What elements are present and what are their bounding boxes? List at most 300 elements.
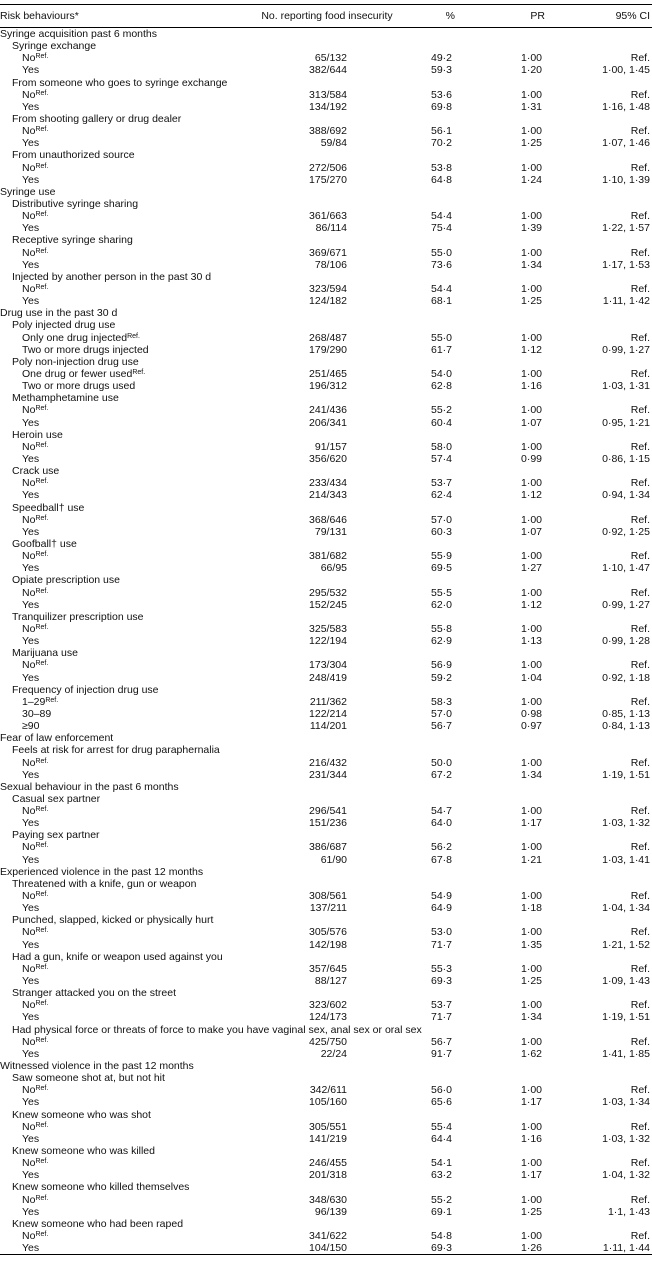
row-label-text: Marijuana use [12,647,78,660]
count-cell [250,1145,410,1157]
table-row [0,1011,652,1023]
ci-cell: 1·04, 1·32 [602,1169,650,1182]
row-label [0,550,250,562]
row-label [0,210,250,222]
pr-cell: 1·13 [520,635,542,648]
row-label-text: Syringe acquisition past 6 months [0,28,158,41]
row-label [0,149,250,161]
table-row [0,259,652,271]
pr-cell: 1·00 [520,926,542,939]
table-row [0,162,652,174]
subsection-row [0,113,652,125]
subsection-row [0,684,652,696]
table-row [0,1169,652,1181]
subsection-row [0,951,652,963]
count-cell [250,829,410,841]
row-label-text: Yes [22,671,40,684]
header-count: No. reporting food insecurity [250,5,410,28]
row-label [0,1036,250,1048]
count-cell [250,1109,410,1121]
table-row [0,514,652,526]
percent-cell [410,744,495,756]
table-row [0,562,652,574]
table-row [0,52,652,64]
pr-cell: 1·25 [520,1205,542,1218]
reference-marker: Ref. [35,587,49,595]
pr-cell: 1·07 [520,416,542,429]
ci-cell: Ref. [630,161,650,174]
percent-cell: 54·4 [430,283,452,296]
ci-cell [565,611,652,623]
ci-cell [565,392,652,404]
row-label [0,332,250,344]
pr-cell: 1·35 [520,938,542,951]
subsection-row [0,1024,652,1036]
count-cell [250,538,410,550]
row-label [0,732,250,744]
table-row [0,344,652,356]
ci-cell: 1·03, 1·31 [602,380,650,393]
count-cell [250,951,410,963]
row-label [0,586,250,598]
subsection-row [0,1109,652,1121]
table-row [0,696,652,708]
row-label-text: Yes [22,173,40,186]
reference-marker: Ref. [35,284,49,292]
header-pr: PR [495,5,565,28]
row-label [0,878,250,890]
pr-cell: 1·00 [520,440,542,453]
ci-cell [565,1181,652,1193]
row-label-text: No [22,926,36,939]
row-label [0,769,250,781]
table-row [0,720,652,732]
row-label-text: No [22,283,36,296]
percent-cell [410,501,495,513]
count-cell [250,28,410,41]
pr-cell: 0·98 [520,707,542,720]
section-row [0,866,652,878]
count-cell [250,878,410,890]
row-label [0,477,250,489]
percent-cell [410,878,495,890]
count-cell [250,319,410,331]
row-label [0,914,250,926]
count-cell: 88/127 [314,975,347,988]
row-label [0,635,250,647]
row-label [0,1133,250,1145]
table-row [0,1206,652,1218]
row-label [0,659,250,671]
row-label-text: Yes [22,938,40,951]
percent-cell: 55·3 [430,962,452,975]
ci-cell [565,234,652,246]
row-label-text: Yes [22,64,40,77]
count-cell: 201/318 [309,1169,347,1182]
row-label-text: No [22,1193,36,1206]
row-label [0,77,250,89]
pr-cell: 1·62 [520,1047,542,1060]
ci-cell [565,1218,652,1230]
reference-marker: Ref. [35,126,49,134]
reference-marker: Ref. [132,369,146,376]
reference-marker: Ref. [35,660,49,668]
pr-cell [495,951,565,963]
percent-cell [410,319,495,331]
percent-cell: 53·6 [430,88,452,101]
percent-cell: 49·2 [430,52,452,65]
pr-cell: 1·16 [520,1132,542,1145]
row-label [0,271,250,283]
ci-cell: Ref. [630,52,650,65]
count-cell: 61/90 [320,853,347,866]
table-row [0,805,652,817]
row-label [0,1242,250,1255]
subsection-row [0,1145,652,1157]
count-cell: 233/434 [309,477,347,490]
row-label [0,696,250,708]
percent-cell: 53·7 [430,999,452,1012]
percent-cell [410,1024,495,1036]
percent-cell: 61·7 [430,343,452,356]
count-cell: 251/465 [309,368,347,380]
percent-cell [410,1072,495,1084]
count-cell: 368/646 [309,513,347,526]
ci-cell: 0·99, 1·28 [602,635,650,648]
ci-cell: Ref. [630,246,650,259]
pr-cell [495,684,565,696]
percent-cell: 55·2 [430,1193,452,1206]
table-row [0,137,652,149]
row-label-text: No [22,999,36,1012]
row-label-text: No [22,841,36,854]
count-cell: 425/750 [309,1035,347,1048]
count-cell: 211/362 [309,695,347,708]
percent-cell: 55·0 [430,331,452,344]
row-label-text: Yes [22,258,40,271]
ci-cell [565,356,652,368]
percent-cell: 53·8 [430,161,452,174]
row-label-text: Syringe use [0,185,56,198]
reference-marker: Ref. [35,551,49,559]
row-label [0,526,250,538]
ci-cell: Ref. [630,1120,650,1133]
pr-cell: 1·18 [520,902,542,915]
percent-cell: 64·9 [430,902,452,915]
row-label [0,174,250,186]
ci-cell: 1·10, 1·39 [602,173,650,186]
ci-cell [565,538,652,550]
table-row [0,769,652,781]
row-label [0,113,250,125]
percent-cell [410,356,495,368]
pr-cell: 1·39 [520,222,542,235]
ci-cell: 0·86, 1·15 [602,452,650,465]
ci-cell: 0·92, 1·25 [602,525,650,538]
row-label [0,817,250,829]
ci-cell: Ref. [630,404,650,417]
pr-cell: 0·97 [520,720,542,733]
count-cell: 151/236 [309,817,347,830]
percent-cell: 69·3 [430,975,452,988]
row-label-text: Yes [22,635,40,648]
percent-cell [410,611,495,623]
row-label [0,1218,250,1230]
table-row [0,890,652,902]
row-label [0,975,250,987]
table-row [0,441,652,453]
count-cell: 104/150 [250,1242,410,1255]
row-label-text: Yes [22,1096,40,1109]
pr-cell [495,113,565,125]
row-label-text: Syringe exchange [12,40,97,53]
count-cell: 342/611 [309,1084,347,1097]
row-label [0,489,250,501]
percent-cell: 58·3 [430,695,452,708]
row-label-text: Yes [22,222,40,235]
pr-cell: 1·00 [520,368,542,380]
pr-cell [495,538,565,550]
percent-cell: 71·7 [430,1011,452,1024]
pr-cell [495,987,565,999]
count-cell: 141/219 [309,1132,347,1145]
percent-cell: 55·0 [430,246,452,259]
reference-marker: Ref. [35,89,49,97]
count-cell [250,866,410,878]
count-cell [250,914,410,926]
ci-cell: Ref. [630,550,650,563]
percent-cell [410,28,495,41]
pr-cell: 1·27 [520,562,542,575]
count-cell: 308/561 [309,890,347,903]
row-label-text: Yes [22,1011,40,1024]
table-row [0,975,652,987]
count-cell: 241/436 [309,404,347,417]
count-cell [250,307,410,319]
row-label-text: No [22,52,36,65]
row-label-text: Punched, slapped, kicked or physically hurt [12,914,214,927]
row-label-text: From unauthorized source [12,149,135,162]
percent-cell [410,307,495,319]
pr-cell: 1·31 [520,100,542,113]
subsection-row [0,538,652,550]
reference-marker: Ref. [35,247,49,255]
pr-cell [495,307,565,319]
header-percent: % [410,5,495,28]
row-label-text: Opiate prescription use [12,574,120,587]
ci-cell [565,914,652,926]
row-label-text: 30–89 [22,707,52,720]
reference-marker: Ref. [35,211,49,219]
percent-cell [410,647,495,659]
row-label [0,295,250,307]
percent-cell: 56·9 [430,659,452,672]
row-label [0,1096,250,1108]
row-label [0,829,250,841]
percent-cell: 55·8 [430,622,452,635]
ci-cell [565,77,652,89]
subsection-row [0,914,652,926]
subsection-row [0,234,652,246]
percent-cell [410,392,495,404]
percent-cell: 65·6 [430,1096,452,1109]
row-label-text: Yes [22,1205,40,1218]
table-row [0,599,652,611]
row-label [0,647,250,659]
subsection-row [0,878,652,890]
percent-cell: 54·4 [430,210,452,223]
count-cell: 296/541 [309,805,347,818]
ci-cell: 1·11, 1·44 [565,1242,652,1255]
row-label [0,999,250,1011]
ci-cell: 1·41, 1·85 [602,1047,650,1060]
row-label-text: No [22,88,36,101]
ci-cell: Ref. [630,926,650,939]
row-label-text: No [22,622,36,635]
percent-cell: 64·0 [430,817,452,830]
ci-cell [565,319,652,331]
pr-cell [495,744,565,756]
ci-cell: 0·85, 1·13 [602,707,650,720]
pr-cell [495,429,565,441]
table-row [0,671,652,683]
count-cell: 86/114 [315,222,347,235]
table-row [0,902,652,914]
pr-cell [495,28,565,41]
count-cell: 114/201 [309,720,347,733]
count-cell: 124/182 [309,295,347,308]
row-label [0,854,250,866]
row-label-text: Yes [22,853,40,866]
row-label [0,671,250,683]
pr-cell [495,501,565,513]
percent-cell: 59·2 [430,671,452,684]
count-cell: 313/584 [309,88,347,101]
table-row [0,1242,652,1255]
row-label-text: Yes [22,768,40,781]
count-cell: 79/131 [314,525,347,538]
table-row [0,222,652,234]
count-cell [250,744,410,756]
count-cell: 78/106 [314,258,347,271]
ci-cell: 1·1, 1·43 [607,1205,650,1218]
pr-cell [495,574,565,586]
percent-cell: 62·8 [430,380,452,393]
ci-cell [565,271,652,283]
row-label-text: Had physical force or threats of force to make you have vaginal sex, anal sex or oral sex [12,1023,422,1036]
pr-cell: 1·34 [520,768,542,781]
count-cell [250,234,410,246]
row-label-text: No [22,404,36,417]
table-row [0,926,652,938]
ci-cell [565,1072,652,1084]
subsection-row [0,392,652,404]
pr-cell: 1·00 [520,52,542,65]
percent-cell [410,866,495,878]
ci-cell [565,113,652,125]
reference-marker: Ref. [35,441,49,449]
percent-cell: 53·7 [430,477,452,490]
reference-marker: Ref. [35,891,49,899]
ci-cell [565,429,652,441]
row-label-text: No [22,1120,36,1133]
row-label [0,623,250,635]
header-ci: 95% CI [565,5,652,28]
subsection-row [0,1072,652,1084]
pr-cell: 1·12 [520,343,542,356]
row-label-text: No [22,440,36,453]
subsection-row [0,501,652,513]
count-cell: 142/198 [309,938,347,951]
row-label-text: Knew someone who had been raped [12,1217,184,1230]
row-label-text: No [22,125,36,138]
table-row [0,659,652,671]
table-row [0,1036,652,1048]
table-row [0,1230,652,1242]
row-label-text: Yes [22,975,40,988]
ci-cell: Ref. [630,1193,650,1206]
pr-cell [495,914,565,926]
subsection-row [0,1181,652,1193]
table-row [0,550,652,562]
row-label [0,1194,250,1206]
row-label [0,744,250,756]
ci-cell: Ref. [630,1229,650,1242]
reference-marker: Ref. [35,1121,49,1129]
table-row [0,526,652,538]
ci-cell: 1·00, 1·45 [602,64,650,77]
ci-cell: 1·03, 1·32 [602,1132,650,1145]
pr-cell: 1·00 [520,88,542,101]
row-label-text: Witnessed violence in the past 12 months [0,1060,194,1073]
count-cell: 381/682 [309,550,347,563]
row-label-text: Speedball† use [12,501,85,514]
count-cell [250,186,410,198]
pr-cell: 1·00 [520,246,542,259]
count-cell [250,611,410,623]
ci-cell [565,732,652,744]
count-cell: 323/602 [309,999,347,1012]
section-row [0,1060,652,1072]
row-label-text: Drug use in the past 30 d [0,307,118,320]
row-label [0,1169,250,1181]
percent-cell: 55·2 [430,404,452,417]
percent-cell [410,198,495,210]
row-label [0,356,250,368]
pr-cell [495,1060,565,1072]
ci-cell [565,465,652,477]
row-label [0,259,250,271]
table-row [0,1048,652,1060]
row-label [0,501,250,513]
row-label-text: Stranger attacked you on the street [12,987,177,1000]
row-label [0,1084,250,1096]
percent-cell [410,1145,495,1157]
subsection-row [0,356,652,368]
row-label [0,137,250,149]
count-cell [250,392,410,404]
count-cell: 323/594 [309,283,347,296]
count-cell: 22/24 [320,1047,347,1060]
row-label [0,319,250,331]
ci-cell: Ref. [630,999,650,1012]
pr-cell [495,781,565,793]
pr-cell: 1·26 [495,1242,565,1255]
row-label-text: No [22,1157,36,1170]
percent-cell: 54·1 [430,1157,452,1170]
count-cell: 173/304 [309,659,347,672]
row-label-text: No [22,890,36,903]
